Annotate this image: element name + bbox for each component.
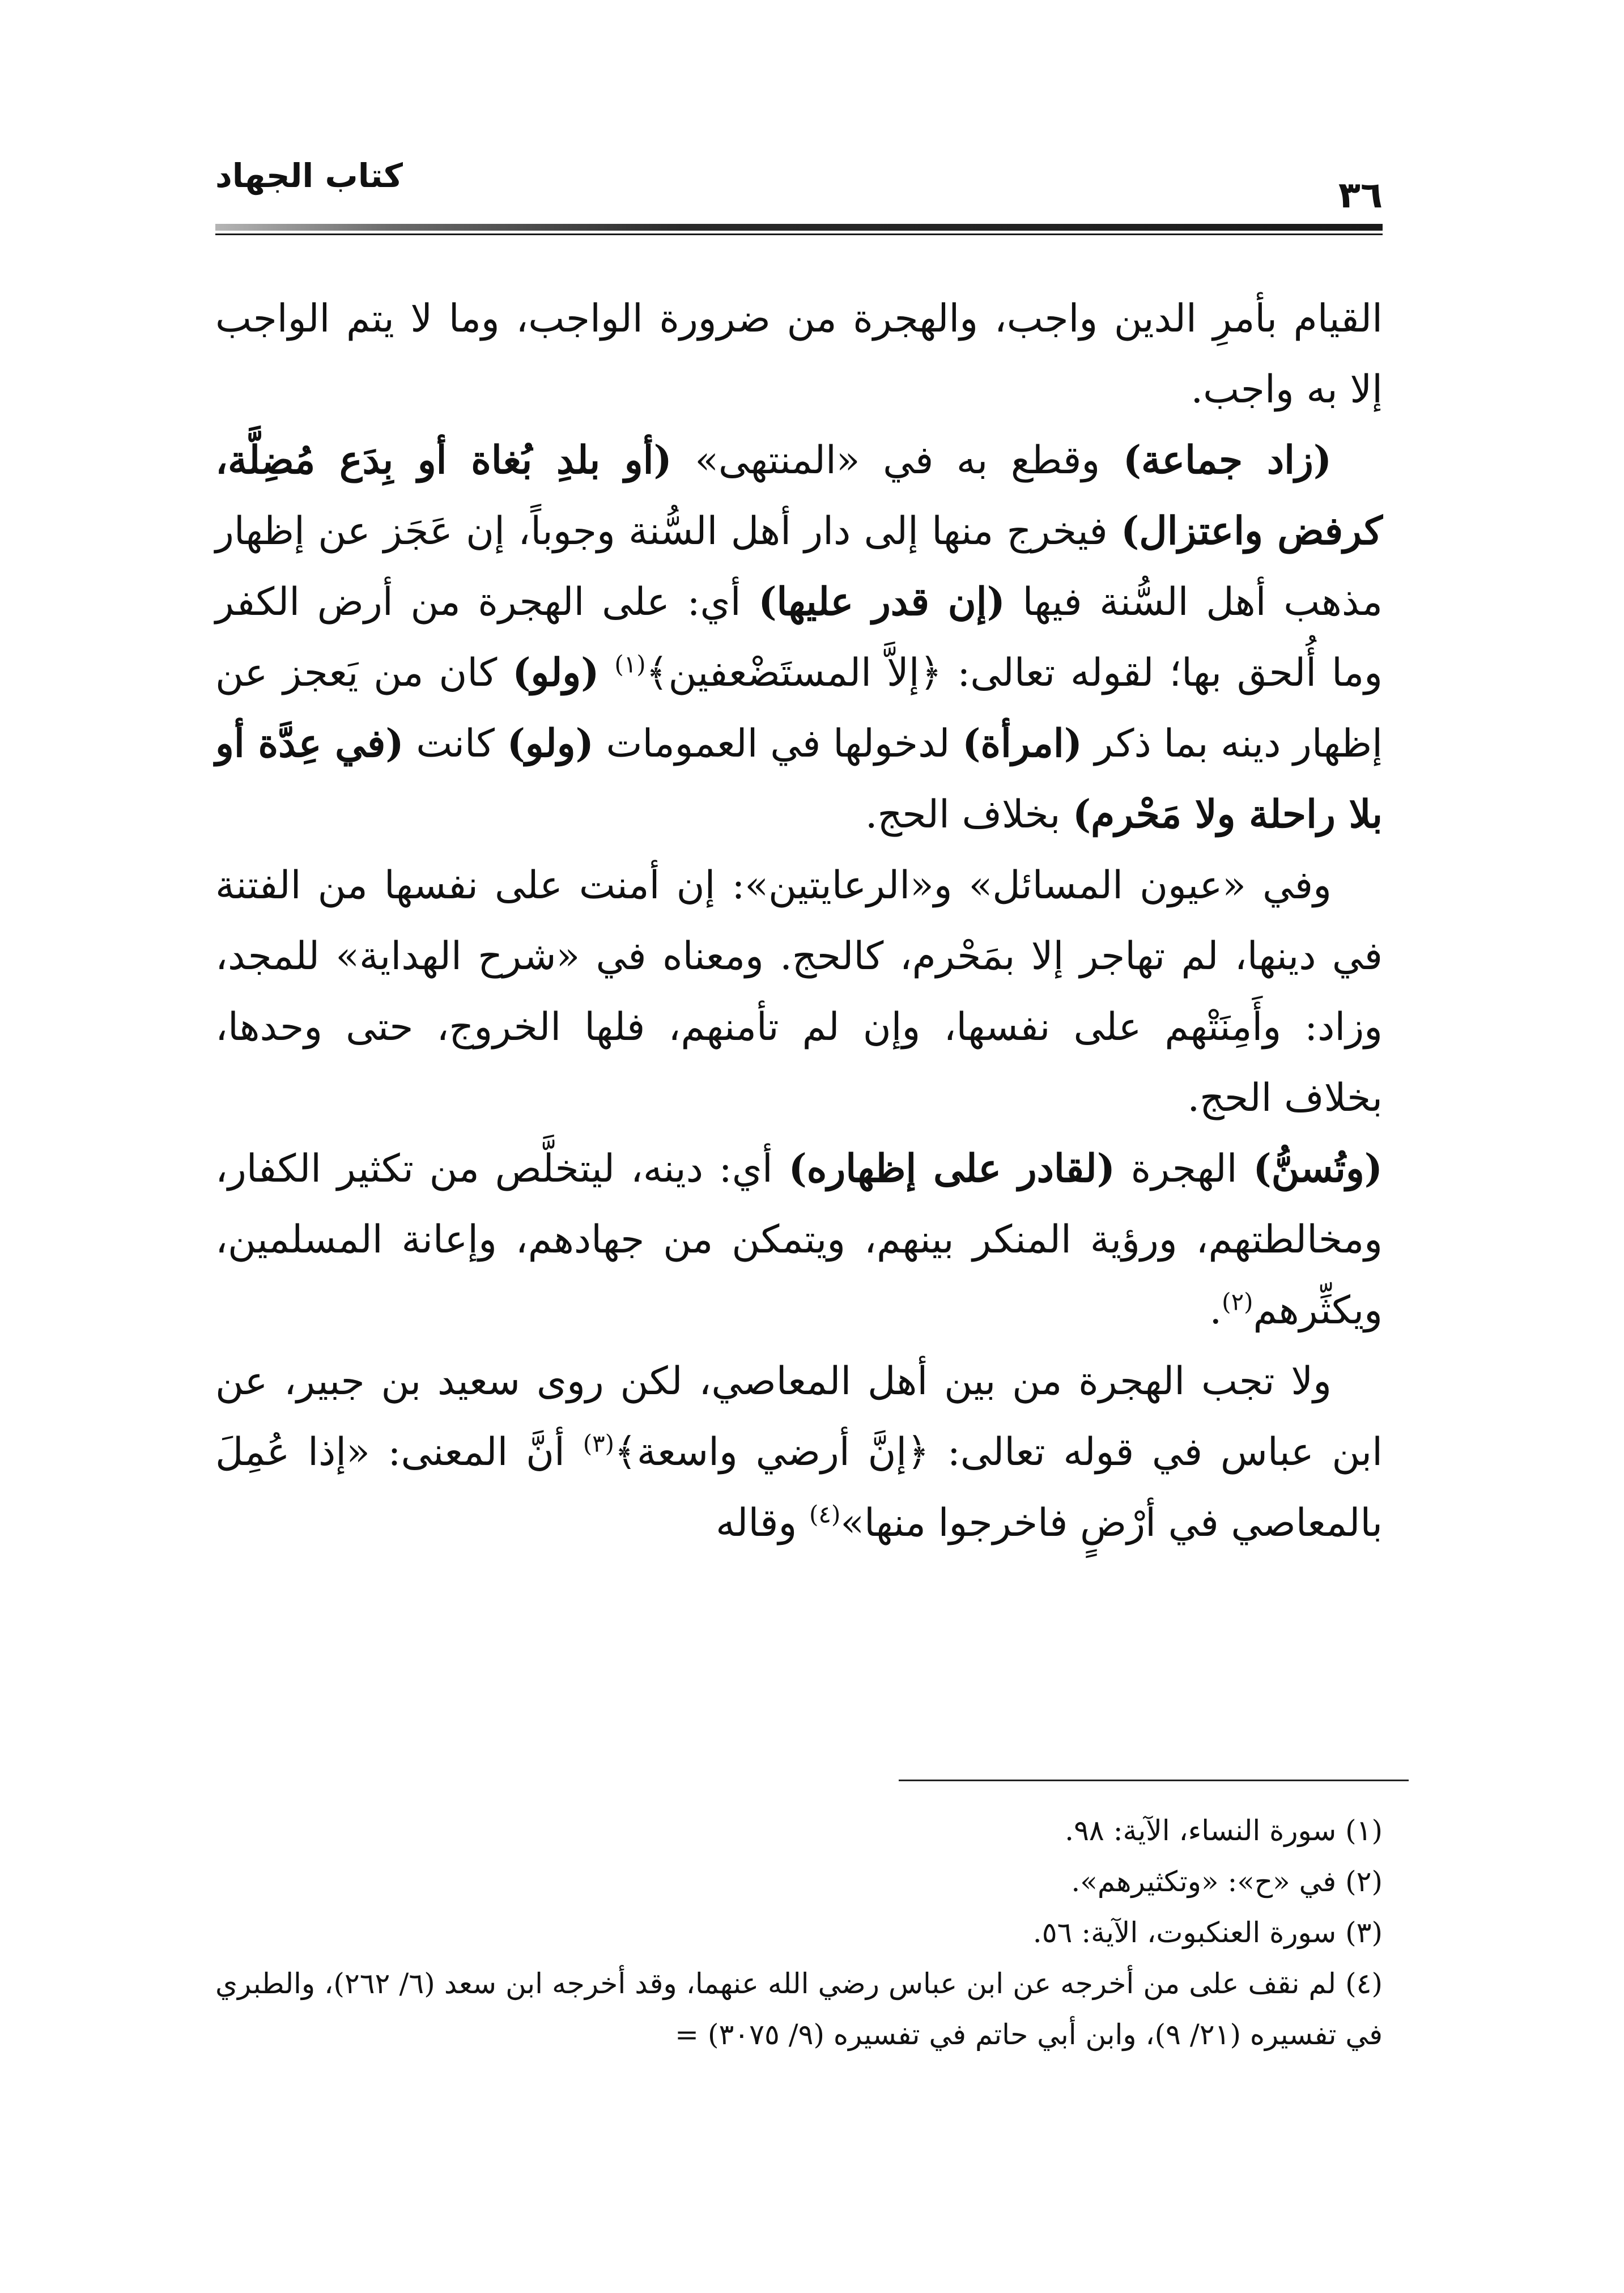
paragraph-3 (215, 850, 1383, 1133)
sharh-text: . (1209, 1288, 1222, 1333)
sharh-text: أنَّ المعنى: «إذا عُمِلَ بالمعاصي في أرْضٍ فاخرجوا منها» (215, 1430, 1383, 1545)
sharh-text: أي: على الهجرة من أرض الكفر وما أُلحق بها؛ لقوله تعالى: ﴿إلاَّ المستَضْعفين﴾ (215, 580, 1383, 695)
sharh-text: ولا تجب الهجرة من بين أهل المعاصي، لكن روى سعيد بن جبير، عن ابن عباس في قوله تعالى: ﴿إنَّ أرضي واسعة﴾ (215, 1359, 1383, 1475)
matn-phrase: (امرأة) (962, 721, 1082, 766)
page-header (215, 153, 1383, 238)
footnotes (215, 1805, 1383, 2060)
matn-phrase: (زاد جماعة) (1123, 438, 1332, 483)
matn-phrase: (وتُسنُّ) (1253, 1146, 1383, 1191)
header-rule-thin (215, 233, 1383, 235)
sharh-text: وقاله (716, 1501, 809, 1545)
header-rule (215, 224, 1383, 231)
matn-phrase: (إن قدر عليها) (758, 579, 1005, 625)
paragraph-5 (215, 1346, 1383, 1559)
sharh-text: فيخرج منها إلى دار أهل السُّنة وجوباً، إن عَجَز عن إظهار مذهب أهل السُّنة فيها (215, 509, 1383, 625)
footnote-1: (١) سورة النساء، الآية: ٩٨. (1065, 1814, 1383, 1847)
sharh-text: وقطع به في «المنتهى» (671, 438, 1123, 483)
sharh-text: الهجرة (1115, 1146, 1253, 1191)
paragraph-2 (215, 425, 1383, 850)
footnote-ref-2[interactable]: (٢) (1222, 1288, 1253, 1316)
footnote-ref-4[interactable]: (٤) (809, 1500, 841, 1528)
footnote-3: (٣) سورة العنكبوت، الآية: ٥٦. (1032, 1916, 1383, 1949)
footnote-ref-3[interactable]: (٣) (583, 1429, 615, 1458)
page-number: ٣٦ (1338, 175, 1383, 216)
matn-phrase: (في عِدَّة أو بلا راحلة ولا مَحْرم) (215, 721, 1383, 837)
matn-phrase: (ولو) (507, 721, 594, 766)
paragraph-1 (215, 283, 1383, 425)
footnote-separator (899, 1780, 1409, 1781)
matn-phrase: (لقادر على إظهاره) (788, 1146, 1115, 1191)
footnote-2: (٢) في «ح»: «وتكثيرهم». (1071, 1865, 1383, 1898)
sharh-text: كان من يَعجز عن إظهار دينه بما ذكر (215, 651, 1383, 766)
sharh-text: أي: دينه، ليتخلَّص من تكثير الكفار، ومخالطتهم، ورؤية المنكر بينهم، ويتمكن من جهادهم، وإعانة المسلمين، ويكثِّرهم (215, 1146, 1383, 1333)
matn-phrase: (أو بلدِ بُغاة أو بِدَع مُضِلَّة، كرفض واعتزال) (215, 438, 1383, 554)
matn-phrase: (ولو) (512, 650, 600, 695)
sharh-text: لدخولها في العمومات (593, 721, 963, 766)
sharh-text: كانت (403, 721, 507, 766)
paragraph-text: وفي «عيون المسائل» و«الرعايتين»: إن أمنت على نفسها من الفتنة في دينها، لم تهاجر إلا بمَحْرم، كالحج. ومعناه في «شرح الهداية» للمجد، وزاد: وأَمِنَتْهم على نفسها، وإن لم تأمنهم، فلها الخروج، حتى وحدها، بخلاف الحج. (215, 863, 1383, 1120)
footnote-ref-1[interactable]: (١) (614, 650, 646, 678)
sharh-text (599, 651, 614, 695)
paragraph-4 (215, 1133, 1383, 1346)
footnote-4: (٤) لم نقف على من أخرجه عن ابن عباس رضي الله عنهما، وقد أخرجه ابن سعد (٦/ ٢٦٢)، والطبري في تفسيره (٢١/ ٩)، وابن أبي حاتم في تفسيره (٩/ ٣٠٧٥) = (215, 1967, 1383, 2051)
sharh-text: بخلاف الحج. (865, 792, 1073, 837)
running-title: كتاب الجهاد (215, 156, 403, 195)
paragraph-text: القيام بأمرِ الدين واجب، والهجرة من ضرورة الواجب، وما لا يتم الواجب إلا به واجب. (215, 296, 1383, 412)
main-text (215, 283, 1383, 1559)
